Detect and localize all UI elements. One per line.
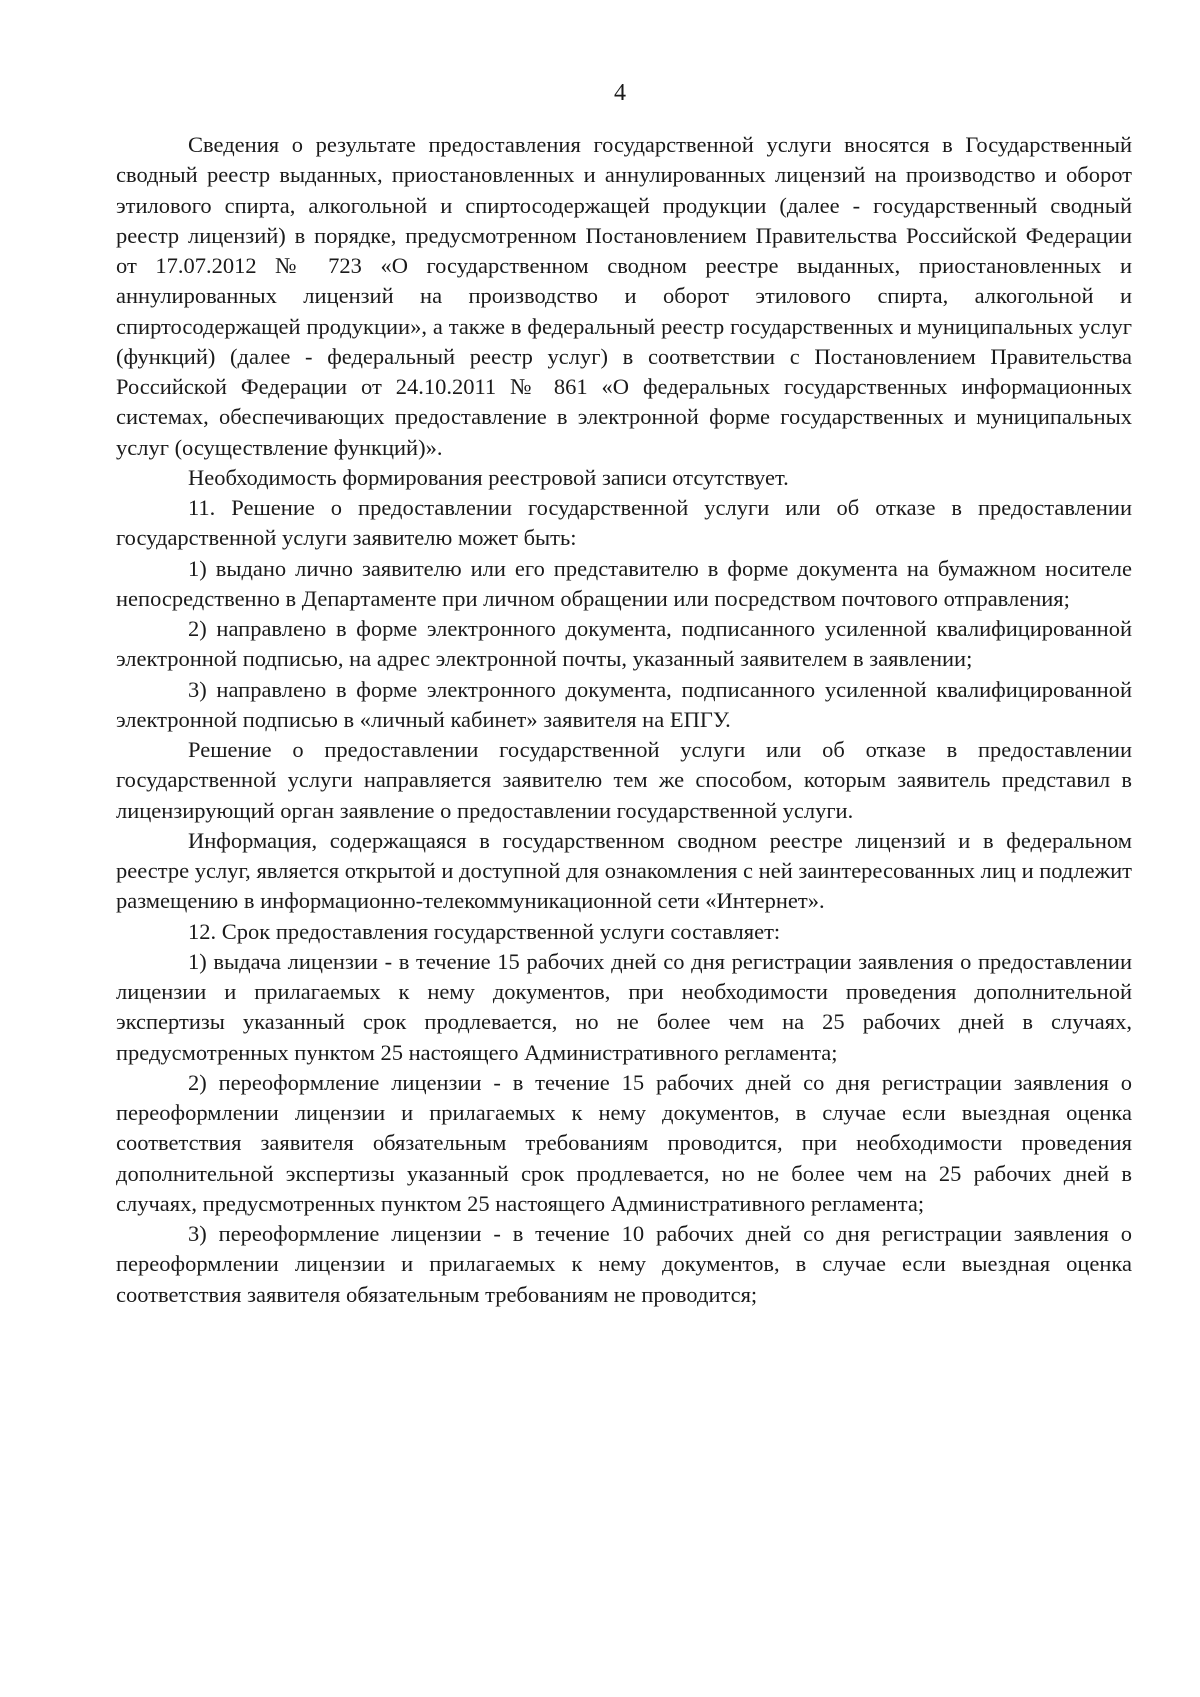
page-number: 4 — [614, 80, 626, 106]
paragraph-item-11: 11. Решение о предоставлении государственной услуги или об отказе в предоставлении государственной услуги заявителю может быть: — [116, 495, 1132, 551]
paragraph-item-12: 12. Срок предоставления государственной услуги составляет: — [188, 918, 781, 944]
paragraph-item-12-1: 1) выдача лицензии - в течение 15 рабочих дней со дня регистрации заявления о предоставлении лицензии и прилагаемых к нему документов, при необходимости проведения дополнительной экспертизы указанный срок продлевается, но не более чем на 25 рабочих дней в случаях, предусмотренных пунктом 25 настоящего Административного регламента; — [116, 948, 1132, 1065]
paragraph-registry-info: Сведения о результате предоставления государственной услуги вносятся в Государственный сводный реестр выданных, приостановленных и аннулированных лицензий на производство и оборот этилового спирта, алкогольной и спиртосодержащей продукции (далее - государственный сводный реестр лицензий) в порядке, предусмотренном Постановлением Правительства Российской Федерации от 17.07.2012 № 723 «О государственном сводном реестре выданных, приостановленных и аннулированных лицензий на производство и оборот этилового спирта, алкогольной и спиртосодержащей продукции», а также в федеральный реестр государственных и муниципальных услуг (функций) (далее - федеральный реестр услуг) в соответствии с Постановлением Правительства Российской Федерации от 24.10.2011 № 861 «О федеральных государственных информационных системах, обеспечивающих предоставление в электронной форме государственных и муниципальных услуг (осуществление функций)». — [116, 132, 1132, 460]
paragraph-item-12-3: 3) переоформление лицензии - в течение 10 рабочих дней со дня регистрации заявления о переоформлении лицензии и прилагаемых к нему документов, в случае если выездная оценка соответствия заявителя обязательным требованиям не проводится; — [116, 1221, 1132, 1307]
paragraph-open-information: Информация, содержащаяся в государственном сводном реестре лицензий и в федеральном реестре услуг, является открытой и доступной для ознакомления с ней заинтересованных лиц и подлежит размещению в информационно-телекоммуникационной сети «Интернет». — [116, 827, 1132, 914]
document-body — [116, 130, 1132, 1310]
paragraph-item-11-3: 3) направлено в форме электронного документа, подписанного усиленной квалифицированной электронной подписью в «личный кабинет» заявителя на ЕПГУ. — [116, 676, 1132, 732]
paragraph-item-11-2: 2) направлено в форме электронного документа, подписанного усиленной квалифицированной электронной подписью, на адрес электронной почты, указанный заявителем в заявлении; — [116, 616, 1132, 672]
paragraph-item-12-2: 2) переоформление лицензии - в течение 15 рабочих дней со дня регистрации заявления о переоформлении лицензии и прилагаемых к нему документов, в случае если выездная оценка соответствия заявителя обязательным требованиям проводится, при необходимости проведения дополнительной экспертизы указанный срок продлевается, но не более чем на 25 рабочих дней в случаях, предусмотренных пунктом 25 настоящего Административного регламента; — [116, 1069, 1132, 1216]
paragraph-no-registry-record: Необходимость формирования реестровой записи отсутствует. — [188, 464, 789, 490]
paragraph-decision-delivery: Решение о предоставлении государственной услуги или об отказе в предоставлении государственной услуги направляется заявителю тем же способом, которым заявитель представил в лицензирующий орган заявление о предоставлении государственной услуги. — [116, 737, 1132, 823]
paragraph-item-11-1: 1) выдано лично заявителю или его представителю в форме документа на бумажном носителе непосредственно в Департаменте при личном обращении или посредством почтового отправления; — [116, 555, 1132, 611]
